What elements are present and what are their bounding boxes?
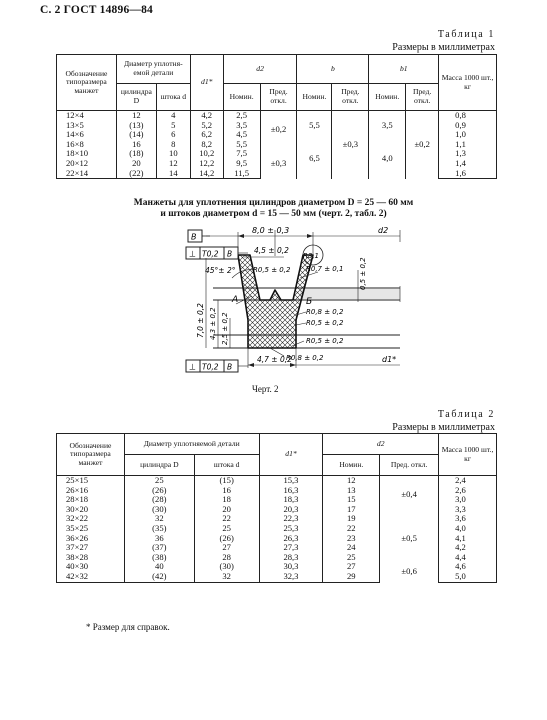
- r08a-label: R0,8 ± 0,2: [306, 308, 344, 316]
- t1-h-sealed-diam: Диаметр уплотня-емой детали: [116, 55, 190, 84]
- table-row: 18×10 (18) 10 10,2 7,5 ±0,3 1,3: [57, 149, 497, 159]
- t1-h-d2: d2: [223, 55, 297, 84]
- table-row: 12×4 12 4 4,2 2,5 ±0,2 5,5 ±0,3 3,5 ±0,2 0,8: [57, 111, 497, 121]
- r31-label: R3,1: [303, 252, 319, 260]
- d2-label: d2: [378, 226, 389, 235]
- t2-h-sealed-diam: Диаметр уплотняемой детали: [124, 434, 259, 455]
- t1-h-b1: b1: [369, 55, 439, 84]
- footnote: * Размер для справок.: [86, 622, 170, 632]
- tol-value-upper: T0,2: [202, 249, 219, 259]
- t1-h-cylinder: цилиндра D: [116, 84, 156, 111]
- table-row: 16×8 16 8 8,2 5,5 6,5 4,0 1,1: [57, 140, 497, 150]
- t1-b-tol: ±0,3: [332, 111, 369, 179]
- r05-label: R0,5 ± 0,2: [253, 266, 291, 274]
- table-row: 14×6 (14) 6 6,2 4,5 1,0: [57, 130, 497, 140]
- t1-h-b: b: [297, 55, 369, 84]
- datum-b-box: [188, 230, 210, 242]
- t2-h-mass: Масса 1000 шт., кг: [439, 434, 497, 476]
- table-row: 35×25 (35) 25 25,3 22 4,0: [57, 524, 497, 534]
- section-title-line2: и штоков диаметром d = 15 — 50 мм (черт. 2, табл. 2): [160, 209, 387, 219]
- t2-h-d2-nom: Номин.: [323, 455, 380, 476]
- t1-b-nom-2: 6,5: [297, 140, 332, 179]
- table-row: 42×32 (42) 32 32,3 29 5,0: [57, 572, 497, 582]
- t2-d2-tol-3: ±0,6: [380, 562, 439, 582]
- r05c-label: R0,5 ± 0,2: [306, 337, 344, 345]
- t1-h-designation: Обозначение типоразмера манжет: [57, 55, 117, 111]
- t1-h-b-tol: Пред. откл.: [332, 84, 369, 111]
- tolerance-frame-lower: [186, 360, 248, 372]
- dim-top-text: 8,0 ± 0,3: [252, 226, 290, 235]
- t1-d2-tol-1: ±0,2: [260, 111, 297, 150]
- dim-25-text: 2,5 ± 0,2: [221, 312, 229, 345]
- drawing-caption: Черт. 2: [252, 384, 279, 394]
- t2-h-designation: Обозначение типоразмера манжет: [57, 434, 125, 476]
- table-row: 26×16 (26) 16 16,3 13 2,6: [57, 486, 497, 496]
- page-header: С. 2 ГОСТ 14896—84: [40, 4, 153, 16]
- table-row: 40×30 40 (30) 30,3 27 ±0,6 4,6: [57, 562, 497, 572]
- t2-h-cylinder: цилиндра D: [124, 455, 194, 476]
- marker-b: Б: [306, 297, 313, 307]
- table-row: 30×20 (30) 20 20,3 17 3,3: [57, 505, 497, 515]
- table-row: 22×14 (22) 14 14,2 11,5 1,6: [57, 169, 497, 179]
- t2-h-d1: d1*: [259, 434, 323, 476]
- table2: [56, 433, 497, 583]
- dim-47-text: 4,7 ± 0,2: [257, 355, 292, 364]
- t1-b1-nom-2: 4,0: [369, 140, 406, 179]
- t2-h-d2: d2: [323, 434, 439, 455]
- perp-symbol-upper: ⊥: [189, 249, 196, 259]
- table1-caption: Таблица 1: [437, 29, 495, 40]
- t1-h-d2-nom: Номин.: [223, 84, 260, 111]
- t1-b1-nom-1: 3,5: [369, 111, 406, 140]
- dim-43-text: 4,3 ± 0,2: [209, 307, 217, 340]
- table-row: 38×28 (38) 28 28,3 25 4,4: [57, 553, 497, 563]
- t1-h-d1: d1*: [190, 55, 223, 111]
- tol-datum-lower: В: [227, 362, 233, 372]
- t1-h-d2-tol: Пред. откл.: [260, 84, 297, 111]
- dim-05-vertical-text: 0,5 ± 0,2: [359, 257, 367, 290]
- r07-label: R0,7 ± 0,1: [306, 265, 344, 273]
- t2-h-d2-tol: Пред. откл.: [380, 455, 439, 476]
- t1-b-nom-1: 5,5: [297, 111, 332, 140]
- tol-datum-upper: В: [227, 249, 233, 259]
- table1-units: Размеры в миллиметрах: [392, 42, 495, 53]
- table-row: 13×5 (13) 5 5,2 3,5 0,9: [57, 121, 497, 131]
- t2-h-rod: штока d: [194, 455, 259, 476]
- t2-d2-tol-2: ±0,5: [380, 514, 439, 562]
- table-row: 20×12 20 12 12,2 9,5 1,4: [57, 159, 497, 169]
- t1-h-rod: штока d: [156, 84, 190, 111]
- dim-45-text: 4,5 ± 0,2: [254, 246, 289, 255]
- t1-h-b-nom: Номин.: [297, 84, 332, 111]
- table-row: 36×26 36 (26) 26,3 23 4,1: [57, 534, 497, 544]
- t2-d2-tol-1: ±0,4: [380, 476, 439, 515]
- r05b-label: R0,5 ± 0,2: [306, 319, 344, 327]
- table2-units: Размеры в миллиметрах: [392, 422, 495, 433]
- table2-caption-block: [392, 408, 495, 434]
- tol-value-lower: T0,2: [202, 362, 219, 372]
- angle-text: 45°± 2°: [205, 266, 236, 275]
- table-row: 32×22 32 22 22,3 19 ±0,5 3,6: [57, 514, 497, 524]
- perp-symbol-lower: ⊥: [189, 362, 196, 372]
- table-row: 25×15 25 (15) 15,3 12 ±0,4 2,4: [57, 476, 497, 486]
- d1-label: d1*: [382, 355, 397, 364]
- t1-d2-tol-2: ±0,3: [260, 149, 297, 178]
- table-row: 28×18 (28) 18 18,3 15 3,0: [57, 495, 497, 505]
- r08b-label: R0,8 ± 0,2: [286, 354, 324, 362]
- datum-b-label: В: [191, 232, 197, 242]
- dim-70-text: 7,0 ± 0,2: [196, 303, 205, 338]
- t1-h-mass: Масса 1000 шт., кг: [439, 55, 497, 111]
- t1-b1-tol: ±0,2: [406, 111, 439, 179]
- top-dimension: [206, 226, 400, 242]
- t1-h-b1-nom: Номин.: [369, 84, 406, 111]
- section-title-line1: Манжеты для уплотнения цилиндров диаметром D = 25 — 60 мм: [133, 198, 414, 208]
- table2-caption: Таблица 2: [437, 409, 495, 420]
- marker-a: А: [232, 295, 239, 305]
- table-row: 37×27 (37) 27 27,3 24 4,2: [57, 543, 497, 553]
- t1-h-b1-tol: Пред. откл.: [406, 84, 439, 111]
